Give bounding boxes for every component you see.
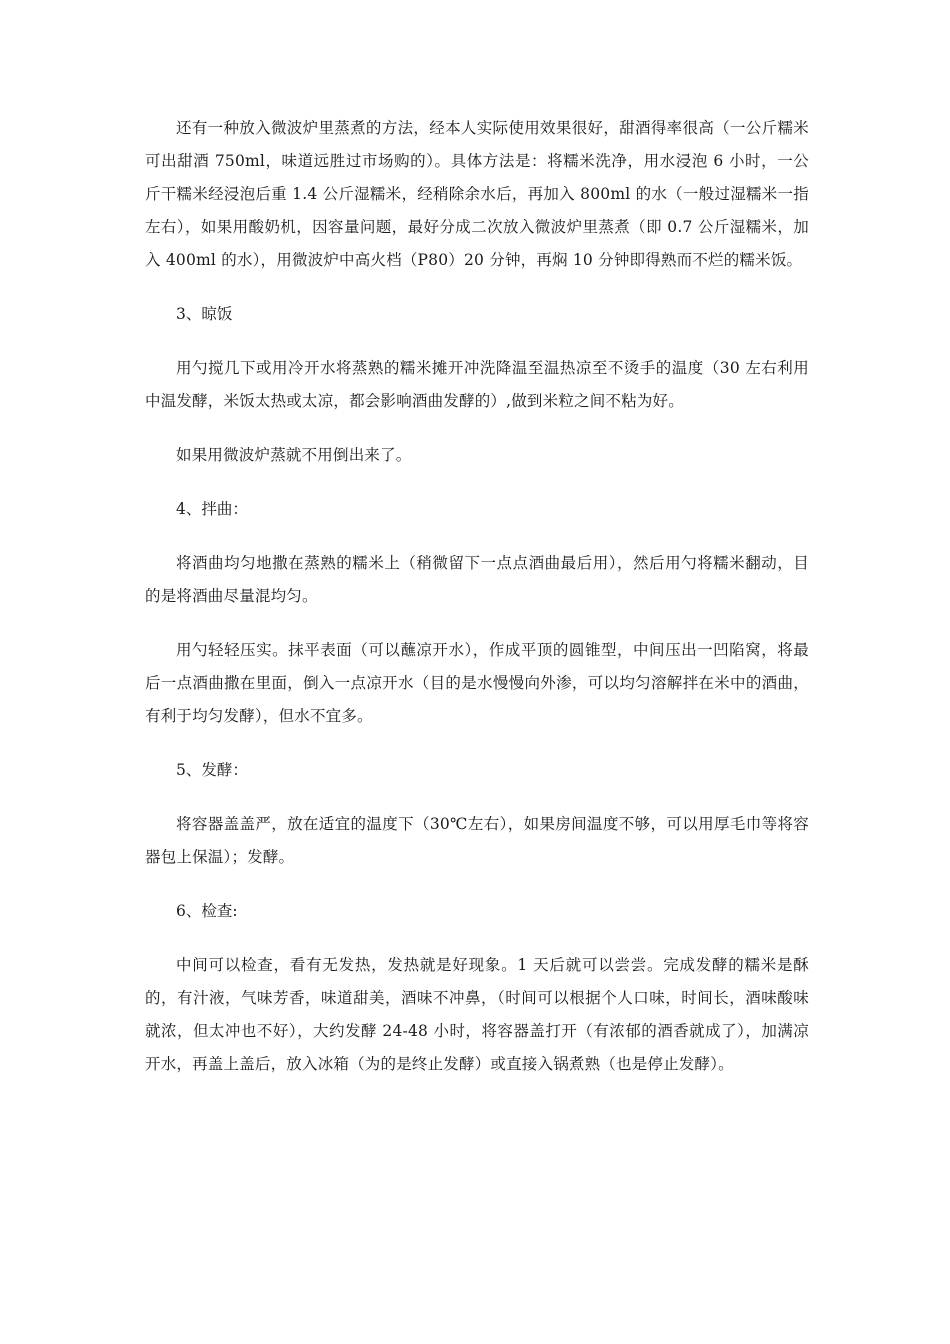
inspection-instructions-paragraph: 中间可以检查，看有无发热，发热就是好现象。1 天后就可以尝尝。完成发酵的糯米是酥的，有汁液，气味芳香，味道甜美，酒味不冲鼻，（时间可以根据个人口味，时间长，酒味酸味就浓，但太冲也不好），大约发酵 24-48 小时，将容器盖打开（有浓郁的酒香就成了），加满凉开水，再盖上盖后，放入冰箱（为的是终止发酵）或直接入锅煮熟（也是停止发酵）。 [145, 956, 809, 1073]
section-heading-fermentation: 5、发酵： [176, 761, 248, 779]
mixing-instructions-paragraph: 将酒曲均匀地撒在蒸熟的糯米上（稍微留下一点点酒曲最后用），然后用勺将糯米翻动，目的是将酒曲尽量混均匀。 [145, 554, 809, 605]
section-heading-inspection: 6、检查: [176, 902, 238, 920]
microwave-note-paragraph: 如果用微波炉蒸就不用倒出来了。 [176, 446, 412, 464]
microwave-method-paragraph: 还有一种放入微波炉里蒸煮的方法，经本人实际使用效果很好，甜酒得率很高（一公斤糯米可出甜酒 750ml，味道远胜过市场购的）。具体方法是：将糯米洗净，用水浸泡 6 小时，一公斤干糯米经浸泡后重 1.4 公斤湿糯米，经稍除余水后，再加入 800ml 的水（一般过湿糯米一指左右），如果用酸奶机，因容量问题，最好分成二次放入微波炉里蒸煮（即 0.7 公斤湿糯米，加入 400ml 的水），用微波炉中高火档（P80）20 分钟，再焖 10 分钟即得熟而不烂的糯米饭。 [145, 119, 809, 269]
section-heading-mixing-yeast: 4、拌曲： [176, 500, 248, 518]
pressing-instructions-paragraph: 用勺轻轻压实。抹平表面（可以蘸凉开水），作成平顶的圆锥型，中间压出一凹陷窝，将最后一点酒曲撒在里面，倒入一点凉开水（目的是水慢慢向外渗，可以均匀溶解拌在米中的酒曲，有利于均匀发酵），但水不宜多。 [145, 641, 809, 725]
section-heading-cooling-rice: 3、晾饭 [176, 305, 233, 323]
fermentation-instructions-paragraph: 将容器盖盖严，放在适宜的温度下（30℃左右），如果房间温度不够，可以用厚毛巾等将容器包上保温）；发酵。 [145, 815, 809, 866]
document-page [145, 112, 809, 1081]
cooling-instructions-paragraph: 用勺搅几下或用冷开水将蒸熟的糯米摊开冲洗降温至温热凉至不烫手的温度（30 左右利用中温发酵，米饭太热或太凉，都会影响酒曲发酵的）,做到米粒之间不粘为好。 [145, 359, 809, 410]
